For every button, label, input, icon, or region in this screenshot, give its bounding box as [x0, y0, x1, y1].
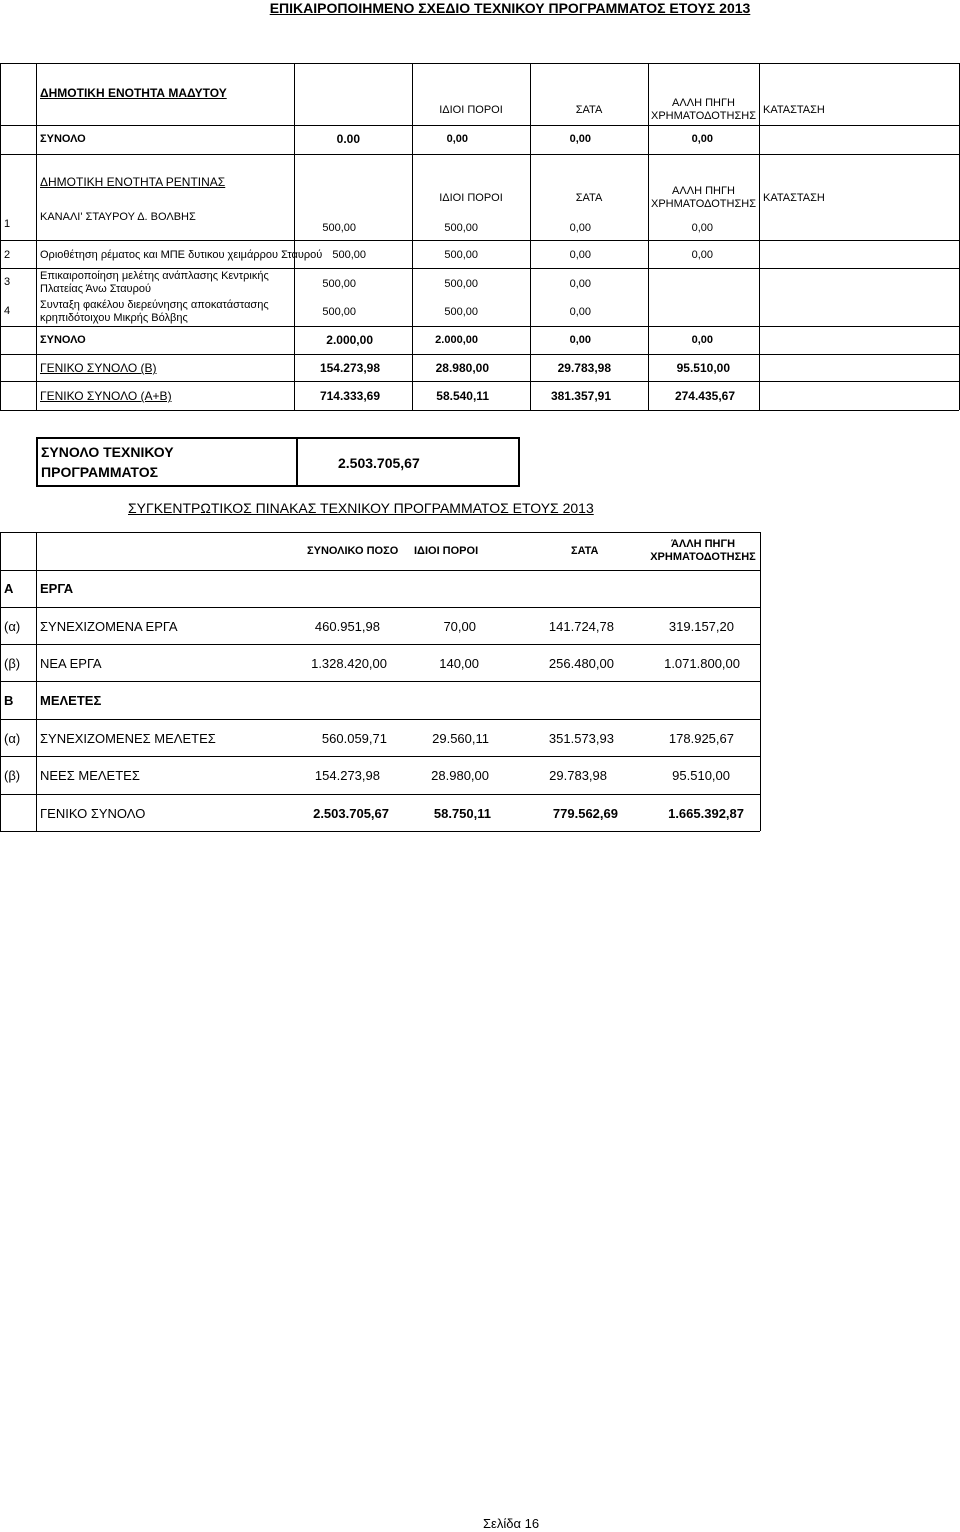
row-value: 500,00	[322, 278, 356, 290]
summary-total-value: 2.503.705,67	[313, 806, 389, 821]
madytos-total-value: 0,00	[569, 133, 591, 145]
page-footer: Σελίδα 16	[483, 1516, 540, 1531]
grand-total-b-value: 28.980,00	[435, 361, 489, 375]
rentina-col-alli-2: ΧΡΗΜΑΤΟΔΟΤΗΣΗΣ	[650, 198, 757, 210]
row-value: 500,00	[444, 306, 478, 318]
row-description: Οριοθέτηση ρέματος και ΜΠΕ δυτικου χειμάρρου Σταυρού	[40, 249, 323, 261]
rentina-col-katastasi: ΚΑΤΑΣΤΑΣΗ	[763, 192, 825, 204]
summary-value: 95.510,00	[672, 768, 730, 783]
summary-row-label: ΝΕΕΣ ΜΕΛΕΤΕΣ	[40, 768, 140, 783]
row-value: 500,00	[322, 306, 356, 318]
summary-row-label: ΝΕΑ ΕΡΓΑ	[40, 656, 102, 671]
page-title: ΕΠΙΚΑΙΡΟΠΟΙΗΜΕΝΟ ΣΧΕΔΙΟ ΤΕΧΝΙΚΟΥ ΠΡΟΓΡΑΜΜΑΤΟΣ ΕΤΟΥΣ 2013	[269, 0, 751, 16]
row-value: 500,00	[332, 249, 366, 261]
madytos-col-alli-1: ΑΛΛΗ ΠΗΓΗ	[672, 97, 735, 109]
summary-value: 154.273,98	[314, 768, 380, 783]
summary-row-code: (β)	[4, 656, 21, 671]
summary-row-label: ΓΕΝΙΚΟ ΣΥΝΟΛΟ	[40, 806, 146, 821]
row-value: 500,00	[444, 249, 478, 261]
row-number: 4	[4, 305, 11, 317]
madytos-col-alli-2: ΧΡΗΜΑΤΟΔΟΤΗΣΗΣ	[650, 110, 757, 122]
summary-row-code: (α)	[4, 731, 21, 746]
madytos-total-value: 0,00	[691, 133, 713, 145]
summary-header-alli-1: ΆΛΛΗ ΠΗΓΗ	[670, 538, 736, 550]
row-value: 0,00	[691, 249, 713, 261]
summary-total-value: 779.562,69	[552, 806, 618, 821]
grand-total-ab-value: 274.435,67	[674, 389, 735, 403]
summary-header-total: ΣΥΝΟΛΙΚΟ ΠΟΣΟ	[307, 545, 399, 557]
row-description: Συνταξη φακέλου διερεύνησης αποκατάστασης κρηπιδότοιχου Μικρής Βόλβης	[40, 299, 269, 324]
madytos-col-katastasi: ΚΑΤΑΣΤΑΣΗ	[763, 104, 825, 116]
summary-value: 29.560,11	[432, 731, 489, 746]
row-value: 0,00	[569, 278, 591, 290]
madytos-col-sata: ΣΑΤΑ	[575, 104, 603, 116]
row-description: Επικαιροποίηση μελέτης ανάπλασης Κεντρικής Πλατείας Άνω Σταυρού	[40, 270, 269, 295]
madytos-total-label: ΣΥΝΟΛΟ	[40, 133, 86, 145]
row-description: ΚΑΝΑΛΙ' ΣΤΑΥΡΟΥ Δ. ΒΟΛΒΗΣ	[40, 211, 196, 223]
row-number: 3	[4, 276, 11, 288]
summary-value: 319.157,20	[668, 619, 734, 634]
summary-row-label: ΜΕΛΕΤΕΣ	[40, 693, 102, 708]
row-value: 500,00	[322, 222, 356, 234]
summary-value: 256.480,00	[548, 656, 614, 671]
summary-header-sata: ΣΑΤΑ	[571, 545, 599, 557]
summary-value: 1.328.420,00	[311, 656, 387, 671]
summary-value: 178.925,67	[668, 731, 734, 746]
grand-total-b-value: 29.783,98	[557, 361, 611, 375]
summary-row-code: (α)	[4, 619, 21, 634]
rentina-heading: ΔΗΜΟΤΙΚΗ ΕΝΟΤΗΤΑ ΡΕΝΤΙΝΑΣ	[40, 175, 226, 189]
summary-row-label: ΣΥΝΕΧΙΖΟΜΕΝΕΣ ΜΕΛΕΤΕΣ	[40, 731, 216, 746]
rentina-total-value: 0,00	[569, 334, 591, 346]
tech-total-label: ΣΥΝΟΛΟ ΤΕΧΝΙΚΟΥ	[41, 444, 174, 460]
summary-total-value: 1.665.392,87	[668, 806, 744, 821]
row-value: 0,00	[569, 249, 591, 261]
row-value: 0,00	[569, 306, 591, 318]
summary-value: 460.951,98	[314, 619, 380, 634]
summary-row-label: ΕΡΓΑ	[40, 581, 74, 596]
summary-value: 140,00	[439, 656, 479, 671]
summary-value: 28.980,00	[431, 768, 489, 783]
rentina-total-value: 2.000,00	[435, 334, 478, 346]
row-value: 500,00	[444, 278, 478, 290]
row-number: 2	[4, 249, 11, 261]
summary-header-idioi: ΙΔΙΟΙ ΠΟΡΟΙ	[414, 545, 479, 557]
summary-row-code: Β	[4, 693, 14, 708]
rentina-col-idioi: ΙΔΙΟΙ ΠΟΡΟΙ	[439, 192, 503, 204]
summary-row-code: Α	[4, 581, 14, 596]
grand-total-b-value: 154.273,98	[319, 361, 380, 375]
summary-row-label: ΣΥΝΕΧΙΖΟΜΕΝΑ ΕΡΓΑ	[40, 619, 178, 634]
rentina-col-sata: ΣΑΤΑ	[575, 192, 603, 204]
madytos-heading: ΔΗΜΟΤΙΚΗ ΕΝΟΤΗΤΑ ΜΑΔΥΤΟΥ	[40, 86, 227, 100]
madytos-total-value: 0,00	[446, 133, 468, 145]
summary-value: 351.573,93	[548, 731, 614, 746]
rentina-total-value: 0,00	[691, 334, 713, 346]
tech-total-box	[36, 437, 520, 487]
tech-total-value: 2.503.705,67	[338, 455, 420, 471]
row-number: 1	[4, 218, 11, 230]
rentina-total-value: 2.000,00	[326, 333, 373, 347]
madytos-col-idioi: ΙΔΙΟΙ ΠΟΡΟΙ	[439, 104, 503, 116]
row-value: 500,00	[444, 222, 478, 234]
summary-value: 70,00	[443, 619, 476, 634]
summary-header-alli-2: ΧΡΗΜΑΤΟΔΟΤΗΣΗΣ	[650, 551, 756, 563]
row-value: 0,00	[569, 222, 591, 234]
summary-value: 29.783,98	[549, 768, 607, 783]
tech-total-label: ΠΡΟΓΡΑΜΜΑΤΟΣ	[41, 464, 159, 480]
rentina-col-alli-1: ΑΛΛΗ ΠΗΓΗ	[672, 185, 735, 197]
grand-total-ab-value: 714.333,69	[319, 389, 380, 403]
row-value: 0,00	[691, 222, 713, 234]
grand-total-ab-value: 58.540,11	[436, 389, 489, 403]
rentina-total-label: ΣΥΝΟΛΟ	[40, 334, 86, 346]
summary-value: 141.724,78	[548, 619, 614, 634]
summary-value: 1.071.800,00	[664, 656, 740, 671]
madytos-total-value: 0.00	[336, 132, 360, 146]
grand-total-b-label: ΓΕΝΙΚΟ ΣΥΝΟΛΟ (Β)	[40, 361, 157, 375]
summary-total-value: 58.750,11	[433, 806, 491, 821]
grand-total-ab-value: 381.357,91	[550, 389, 611, 403]
grand-total-ab-label: ΓΕΝΙΚΟ ΣΥΝΟΛΟ (Α+Β)	[40, 389, 172, 403]
summary-row-code: (β)	[4, 768, 21, 783]
summary-title: ΣΥΓΚΕΝΤΡΩΤΙΚΟΣ ΠΙΝΑΚΑΣ ΤΕΧΝΙΚΟΥ ΠΡΟΓΡΑΜΜΑΤΟΣ ΕΤΟΥΣ 2013	[128, 500, 594, 516]
summary-value: 560.059,71	[321, 731, 387, 746]
grand-total-b-value: 95.510,00	[676, 361, 730, 375]
